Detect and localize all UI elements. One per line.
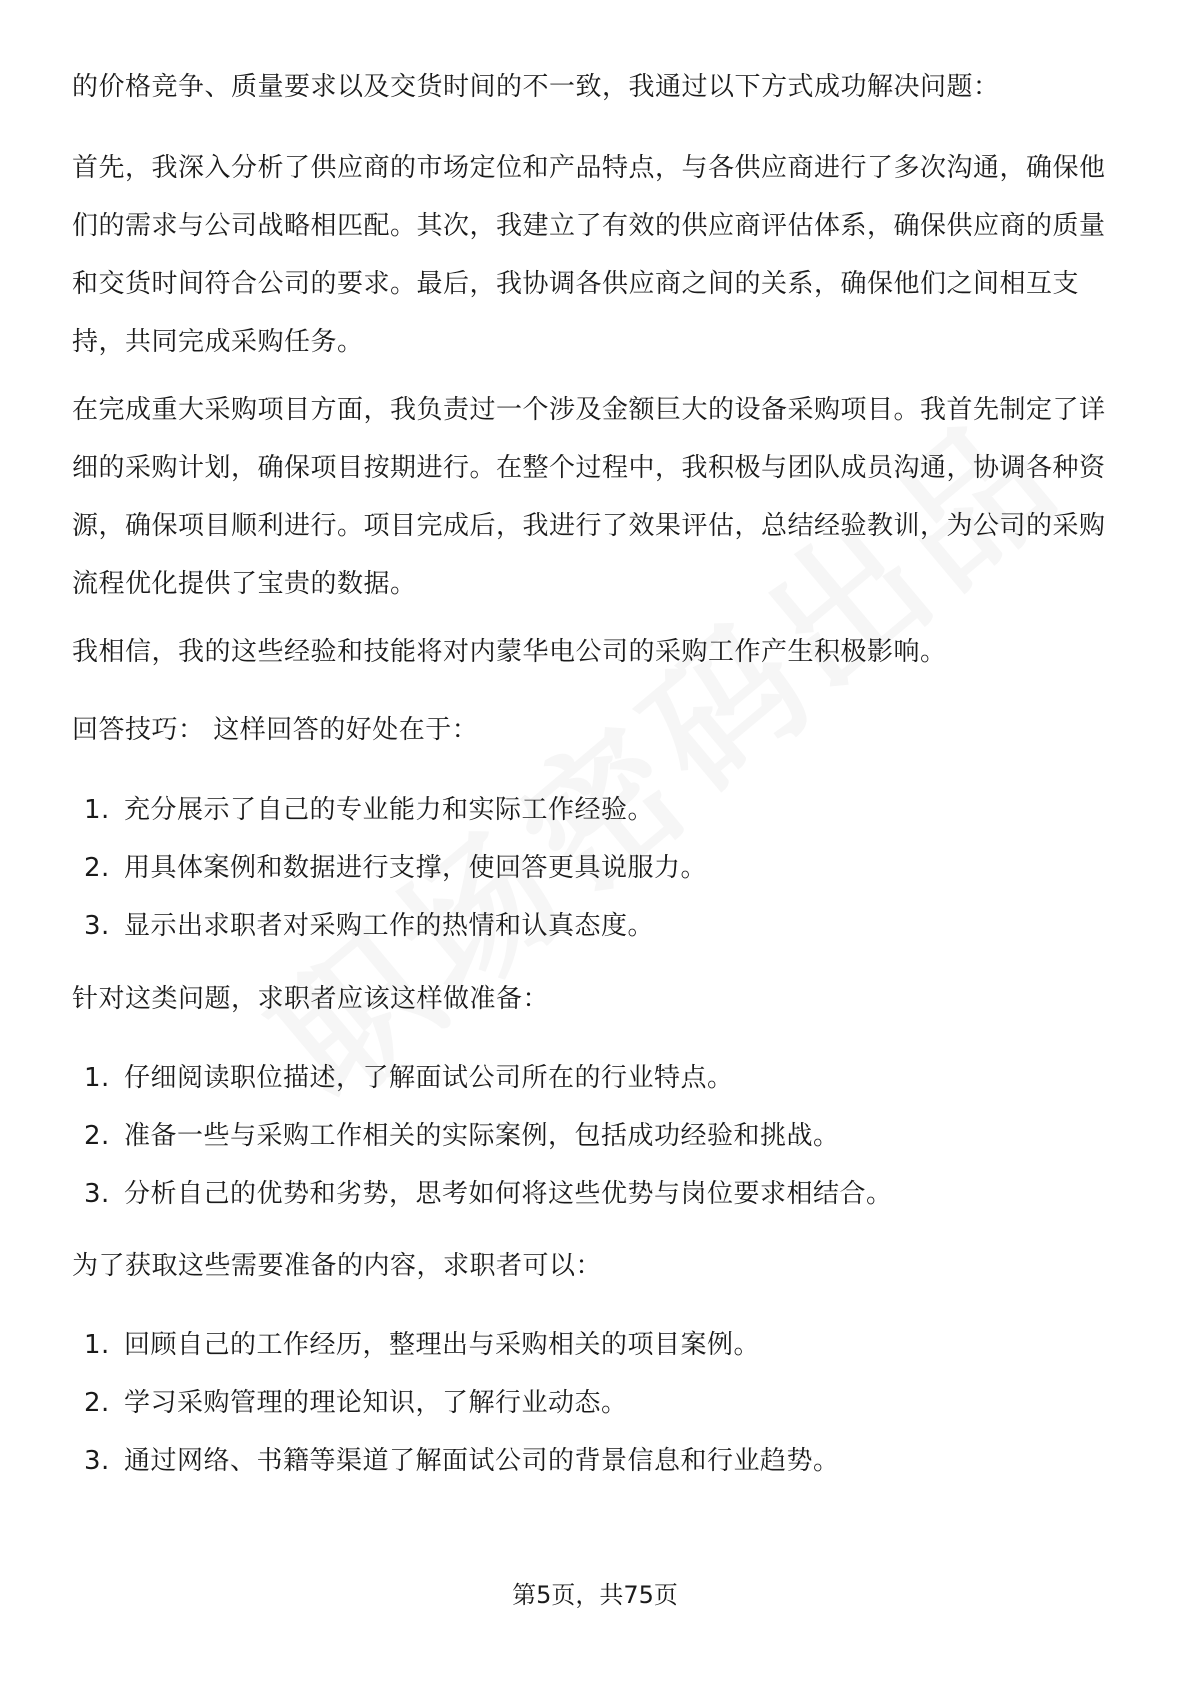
list-text: 准备一些与采购工作相关的实际案例，包括成功经验和挑战。 [124,1121,840,1151]
paragraph: 为了获取这些需要准备的内容，求职者可以： [72,1251,603,1281]
list-text: 充分展示了自己的专业能力和实际工作经验。 [124,795,655,825]
list-item [72,1049,1122,1107]
list-text: 仔细阅读职位描述，了解面试公司所在的行业特点。 [124,1063,734,1093]
paragraph: 我相信，我的这些经验和技能将对内蒙华电公司的采购工作产生积极影响。 [72,637,947,667]
list-number: 1. [84,795,110,825]
list-number: 1. [84,1330,110,1360]
page-footer: 第5页，共75页 [512,1581,678,1609]
list-number: 2. [84,1121,110,1151]
paragraph: 首先，我深入分析了供应商的市场定位和产品特点，与各供应商进行了多次沟通，确保他们的需求与公司战略相匹配。其次，我建立了有效的供应商评估体系，确保供应商的质量和交货时间符合公司的要求。最后，我协调各供应商之间的关系，确保他们之间相互支持，共同完成采购任务。 [72,153,1106,357]
list-text: 学习采购管理的理论知识，了解行业动态。 [124,1388,628,1418]
list-item [72,1165,1122,1223]
list-text: 显示出求职者对采购工作的热情和认真态度。 [124,911,655,941]
paragraph: 回答技巧： 这样回答的好处在于： [72,715,479,745]
list-number: 1. [84,1063,110,1093]
list-item [72,1107,1122,1165]
list-number: 3. [84,1446,110,1476]
list-item [72,781,1122,839]
paragraph: 的价格竞争、质量要求以及交货时间的不一致，我通过以下方式成功解决问题： [72,72,1000,102]
list-number: 2. [84,853,110,883]
list-item [72,1374,1122,1432]
list-text: 通过网络、书籍等渠道了解面试公司的背景信息和行业趋势。 [124,1446,840,1476]
list-item [72,1316,1122,1374]
prep-list [72,1049,1122,1223]
tips-list [72,781,1122,955]
list-item [72,1432,1122,1490]
list-item [72,839,1122,897]
list-text: 回顾自己的工作经历，整理出与采购相关的项目案例。 [124,1330,761,1360]
list-item [72,897,1122,955]
list-text: 用具体案例和数据进行支撑，使回答更具说服力。 [124,853,708,883]
paragraph: 针对这类问题，求职者应该这样做准备： [72,984,550,1014]
list-number: 3. [84,911,110,941]
paragraph: 在完成重大采购项目方面，我负责过一个涉及金额巨大的设备采购项目。我首先制定了详细的采购计划，确保项目按期进行。在整个过程中，我积极与团队成员沟通，协调各种资源，确保项目顺利进行。项目完成后，我进行了效果评估，总结经验教训，为公司的采购流程优化提供了宝贵的数据。 [72,395,1106,599]
list-text: 分析自己的优势和劣势，思考如何将这些优势与岗位要求相结合。 [124,1179,893,1209]
sources-list [72,1316,1122,1490]
list-number: 2. [84,1388,110,1418]
list-number: 3. [84,1179,110,1209]
